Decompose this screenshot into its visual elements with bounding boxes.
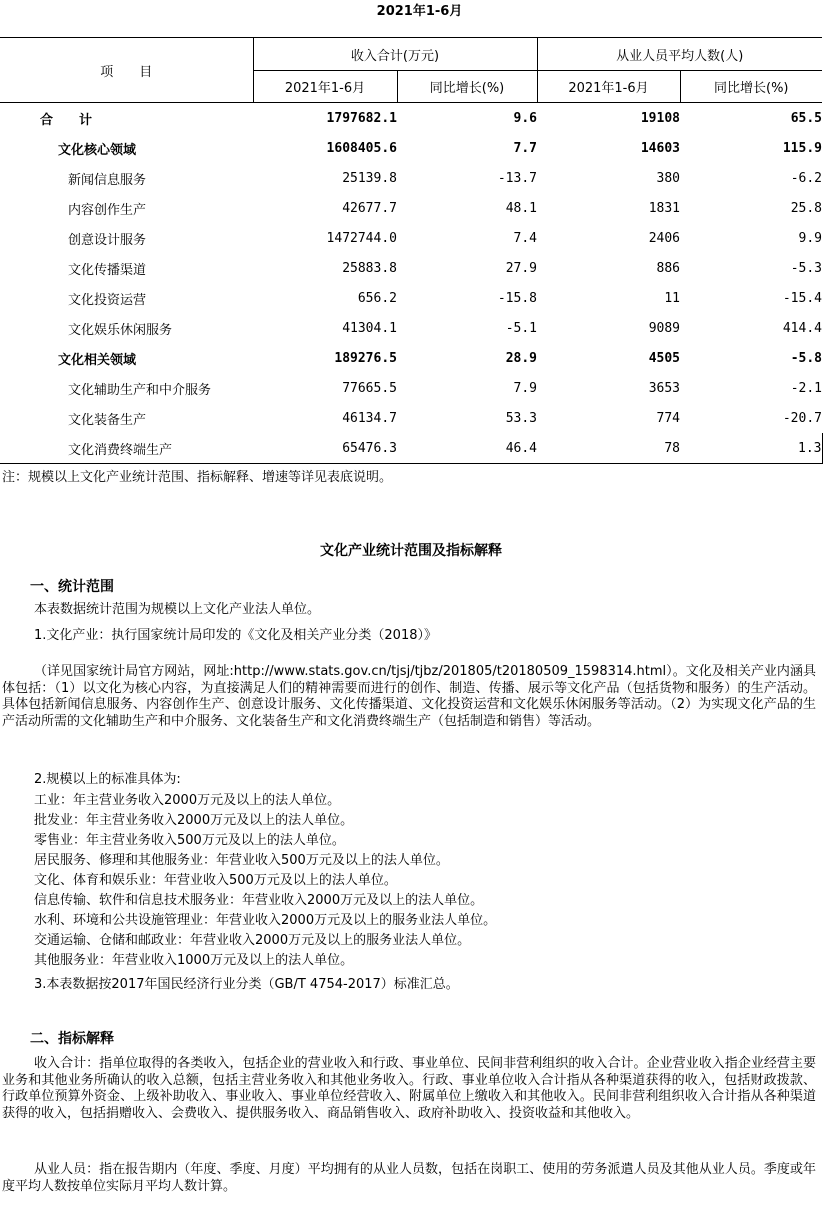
- row-staff: 886: [656, 260, 680, 276]
- row-name: 文化投资运营: [68, 292, 147, 308]
- row-income: 42677.7: [342, 200, 397, 216]
- table-row: [0, 193, 822, 223]
- row-staff: 4505: [648, 350, 680, 366]
- table-row: [0, 433, 822, 464]
- row-income: 46134.7: [342, 410, 397, 426]
- table-row: [0, 403, 822, 433]
- scope-intro: 本表数据统计范围为规模以上文化产业法人单位。: [34, 602, 321, 617]
- header-staff-growth: 同比增长(%): [714, 81, 789, 96]
- header-income-group: 收入合计(万元): [253, 38, 537, 71]
- row-staff: 14603: [640, 140, 680, 156]
- row-name: 内容创作生产: [68, 202, 147, 218]
- header-income-period: 2021年1-6月: [253, 71, 397, 103]
- row-name: 文化辅助生产和中介服务: [68, 382, 212, 398]
- row-staff: 2406: [648, 230, 680, 246]
- standard-line: 交通运输、仓储和邮政业：年营业收入2000万元及以上的服务业法人单位。: [34, 933, 471, 948]
- row-income: 25139.8: [342, 170, 397, 186]
- explanation-title: 文化产业统计范围及指标解释: [320, 543, 502, 559]
- row-name: 新闻信息服务: [68, 172, 147, 188]
- row-name: 文化传播渠道: [68, 262, 147, 278]
- table-row: [0, 283, 822, 313]
- row-income: 1608405.6: [326, 140, 397, 156]
- row-staff: 774: [656, 410, 680, 426]
- row-staff: 78: [537, 433, 680, 464]
- header-income-growth: 同比增长(%): [397, 71, 537, 103]
- row-income-growth: 7.7: [513, 140, 537, 156]
- row-staff-growth: 25.8: [790, 200, 822, 216]
- row-income-growth: -5.1: [505, 320, 537, 336]
- row-name: 文化相关领域: [58, 352, 137, 368]
- row-name: 文化核心领域: [58, 142, 137, 158]
- row-staff: 380: [656, 170, 680, 186]
- row-income: 1797682.1: [326, 110, 397, 126]
- table-row-total: [0, 103, 822, 134]
- row-staff-growth: -2.1: [790, 380, 822, 396]
- row-name: 合 计: [40, 112, 93, 128]
- row-income-growth: 7.9: [513, 380, 537, 396]
- row-income-growth: 7.4: [513, 230, 537, 246]
- row-staff: 19108: [640, 110, 680, 126]
- row-income-growth: 9.6: [513, 110, 537, 126]
- scope-item-3: 3.本表数据按2017年国民经济行业分类（GB/T 4754-2017）标准汇总。: [34, 977, 459, 992]
- row-income-growth: 53.3: [505, 410, 537, 426]
- row-income-growth: -13.7: [497, 170, 537, 186]
- row-name: 文化装备生产: [68, 412, 147, 428]
- row-staff-growth: 65.5: [790, 110, 822, 126]
- income-definition: 收入合计：指单位取得的各类收入，包括企业的营业收入和行政、事业单位、民间非营利组织的收入合计。企业营业收入指企业经营主要业务和其他业务所确认的收入总额，包括主营业务收入和其他业务收入。行政、事业单位收入合计指从各种渠道获得的收入，包括财政拨款、行政单位预算外资金、上级补助收入、事业收入、事业单位经营收入、附属单位上缴收入和其他收入。民间非营利组织收入合计指从各种渠道获得的收入，包括捐赠收入、会费收入、提供服务收入、商品销售收入、政府补助收入、投资收益和其他收入。: [2, 1056, 816, 1121]
- standard-line: 批发业：年主营业务收入2000万元及以上的法人单位。: [34, 813, 354, 828]
- row-staff: 1831: [648, 200, 680, 216]
- standard-line: 信息传输、软件和信息技术服务业：年营业收入2000万元及以上的法人单位。: [34, 893, 484, 908]
- standard-line: 居民服务、修理和其他服务业：年营业收入500万元及以上的法人单位。: [34, 853, 449, 868]
- row-income-growth: -15.8: [497, 290, 537, 306]
- section-heading-scope: 一、统计范围: [30, 579, 114, 595]
- row-name: 创意设计服务: [68, 232, 147, 248]
- table-row: [0, 373, 822, 403]
- row-income: 41304.1: [342, 320, 397, 336]
- row-staff-growth: -5.3: [790, 260, 822, 276]
- table-row: [0, 223, 822, 253]
- row-staff-growth: 414.4: [782, 320, 822, 336]
- table-note: 注：规模以上文化产业统计范围、指标解释、增速等详见表底说明。: [2, 470, 393, 485]
- header-item: 项 目: [0, 38, 253, 103]
- row-income: 1472744.0: [326, 230, 397, 246]
- scope-item-2: 2.规模以上的标准具体为:: [34, 772, 181, 787]
- row-staff-growth: 9.9: [798, 230, 822, 246]
- row-staff: 3653: [648, 380, 680, 396]
- section-heading-indicators: 二、指标解释: [30, 1031, 114, 1047]
- table-row: [0, 133, 822, 163]
- standard-line: 工业：年主营业务收入2000万元及以上的法人单位。: [34, 793, 341, 808]
- standard-line: 其他服务业：年营业收入1000万元及以上的法人单位。: [34, 953, 354, 968]
- row-name: 文化娱乐休闲服务: [68, 322, 173, 338]
- table-row: [0, 163, 822, 193]
- row-staff-growth: -6.2: [790, 170, 822, 186]
- row-staff: 9089: [648, 320, 680, 336]
- staff-definition: 从业人员：指在报告期内（年度、季度、月度）平均拥有的从业人员数，包括在岗职工、使用的劳务派遣人员及其他从业人员。季度或年度平均人数按单位实际月平均人数计算。: [2, 1162, 816, 1194]
- row-staff: 11: [664, 290, 680, 306]
- row-staff-growth: 115.9: [782, 140, 822, 156]
- row-income: 189276.5: [334, 350, 397, 366]
- standard-line: 文化、体育和娱乐业：年营业收入500万元及以上的法人单位。: [34, 873, 397, 888]
- row-staff-growth: -20.7: [782, 410, 822, 426]
- row-income-growth: 27.9: [505, 260, 537, 276]
- row-income-growth: 28.9: [505, 350, 537, 366]
- row-staff-growth: -5.8: [790, 350, 822, 366]
- standard-line: 零售业：年主营业务收入500万元及以上的法人单位。: [34, 833, 345, 848]
- table-caption: 2021年1-6月: [376, 4, 463, 19]
- scope-item-1: 1.文化产业：执行国家统计局印发的《文化及相关产业分类（2018）》: [34, 628, 437, 643]
- row-income: 25883.8: [342, 260, 397, 276]
- row-staff-growth: 1.3: [680, 433, 822, 464]
- table-row: [0, 253, 822, 283]
- row-income: 77665.5: [342, 380, 397, 396]
- row-staff-growth: -15.4: [782, 290, 822, 306]
- table-row: [0, 343, 822, 373]
- row-income-growth: 46.4: [397, 433, 537, 464]
- header-staff-period: 2021年1-6月: [537, 71, 680, 103]
- row-name: 文化消费终端生产: [0, 433, 253, 464]
- row-income: 656.2: [357, 290, 397, 306]
- statistics-table: [0, 37, 823, 464]
- table-row: [0, 313, 822, 343]
- scope-item-1-detail: （详见国家统计局官方网站，网址:http://www.stats.gov.cn/tjsj/tjbz/201805/t20180509_1598314.html）。文化及相关产业内涵具体包括：（1）以文化为核心内容，为直接满足人们的精神需要而进行的创作、制造、传播、展示等文化产品（包括货物和服务）的生产活动。具体包括新闻信息服务、内容创作生产、创意设计服务、文化传播渠道、文化投资运营和文化娱乐休闲服务等活动。（2）为实现文化产品的生产活动所需的文化辅助生产和中介服务、文化装备生产和文化消费终端生产（包括制造和销售）等活动。: [2, 664, 816, 729]
- header-staff-group: 从业人员平均人数(人): [537, 38, 822, 71]
- standard-line: 水利、环境和公共设施管理业：年营业收入2000万元及以上的服务业法人单位。: [34, 913, 497, 928]
- row-income-growth: 48.1: [505, 200, 537, 216]
- row-income: 65476.3: [253, 433, 397, 464]
